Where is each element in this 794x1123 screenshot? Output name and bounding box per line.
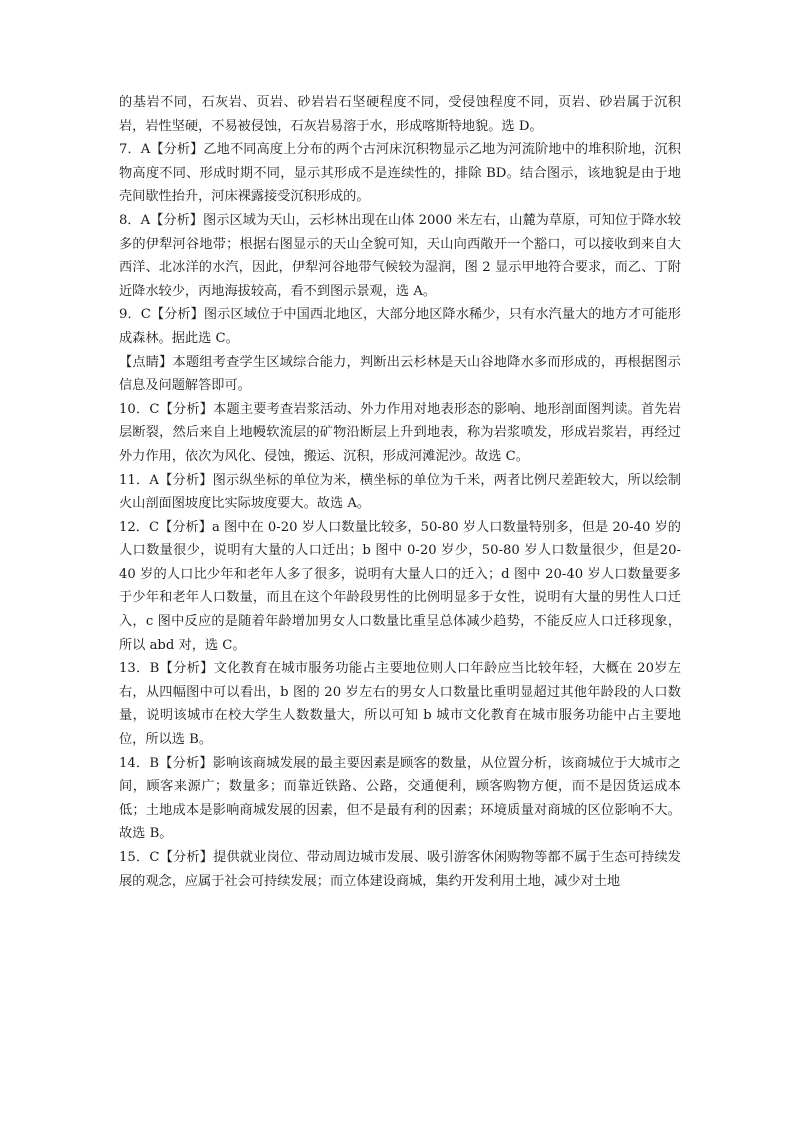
paragraph-q15: 15．C【分析】提供就业岗位、带动周边城市发展、吸引游客休闲购物等都不属于生态可持续发展的观念，应属于社会可持续发展；而立体建设商城，集约开发利用土地，减少对土地	[119, 850, 681, 889]
paragraph-q13: 13．B【分析】文化教育在城市服务功能占主要地位则人口年龄应当比较年轻，大概在 20岁左右，从四幅图中可以看出，b 图的 20 岁左右的男女人口数量比重明显超过其他年龄段的人口数量，说明该城市在校大学生人数数量大，所以可知 b 城市文化教育在城市服务功能中占主要地位，所以选 B。	[119, 661, 681, 748]
paragraph-q9: 9．C【分析】图示区域位于中国西北地区，大部分地区降水稀少，只有水汽量大的地方才可能形成森林。据此选 C。	[119, 307, 681, 346]
paragraph-q10: 10．C【分析】本题主要考查岩浆活动、外力作用对地表形态的影响、地形剖面图判读。首先岩层断裂，然后来自上地幔软流层的矿物沿断层上升到地表，称为岩浆喷发，形成岩浆岩，再经过外力作用，依次为风化、侵蚀，搬运、沉积，形成河滩泥沙。故选 C。	[119, 401, 681, 464]
paragraph-highlight-note: 【点睛】本题组考查学生区域综合能力，判断出云杉林是天山谷地降水多而形成的，再根据图示信息及问题解答即可。	[119, 354, 681, 394]
paragraph-q7: 7．A【分析】乙地不同高度上分布的两个古河床沉积物显示乙地为河流阶地中的堆积阶地，沉积物高度不同、形成时期不同，显示其形成不是连续性的，排除 BD。结合图示，该地貌是由于地壳间歇性抬升，河床裸露接受沉积形成的。	[119, 142, 681, 205]
answer-analysis-text	[119, 91, 681, 893]
paragraph-q14: 14．B【分析】影响该商城发展的最主要因素是顾客的数量，从位置分析，该商城位于大城市之间，顾客来源广；数量多；而靠近铁路、公路，交通便利，顾客购物方便，而不是因货运成本低；土地成本是影响商城发展的因素，但不是最有利的因素；环境质量对商城的区位影响不大。故选 B。	[119, 755, 681, 842]
paragraph-q12: 12．C【分析】a 图中在 0-20 岁人口数量比较多，50-80 岁人口数量特别多，但是 20-40 岁的人口数量很少，说明有大量的人口迁出；b 图中 0-20 岁少，50-80 岁人口数量很少，但是20-40 岁的人口比少年和老年人多了很多，说明有大量人口的迁入；d 图中 20-40 岁人口数量要多于少年和老年人口数量，而且在这个年龄段男性的比例明显多于女性，说明有大量的男性人口迁入，c 图中反应的是随着年龄增加男女人口数量比重呈总体减少趋势，不能反应人口迁移现象，所以 abd 对，选 C。	[119, 519, 681, 653]
paragraph-q6-continuation: 的基岩不同，石灰岩、页岩、砂岩岩石坚硬程度不同，受侵蚀程度不同，页岩、砂岩属于沉积岩，岩性坚硬，不易被侵蚀，石灰岩易溶于水，形成喀斯特地貌。选 D。	[119, 95, 681, 134]
paragraph-q8: 8．A【分析】图示区域为天山，云杉林出现在山体 2000 米左右，山麓为草原，可知位于降水较多的伊犁河谷地带；根据右图显示的天山全貌可知，天山向西敞开一个豁口，可以接收到来自大西洋、北冰洋的水汽，因此，伊犁河谷地带气候较为湿润，图 2 显示甲地符合要求，而乙、丁附近降水较少，丙地海拔较高，看不到图示景观，选 A。	[119, 212, 681, 299]
paragraph-q11: 11．A【分析】图示纵坐标的单位为米，横坐标的单位为千米，两者比例尺差距较大，所以绘制火山剖面图坡度比实际坡度要大。故选 A。	[119, 472, 681, 512]
